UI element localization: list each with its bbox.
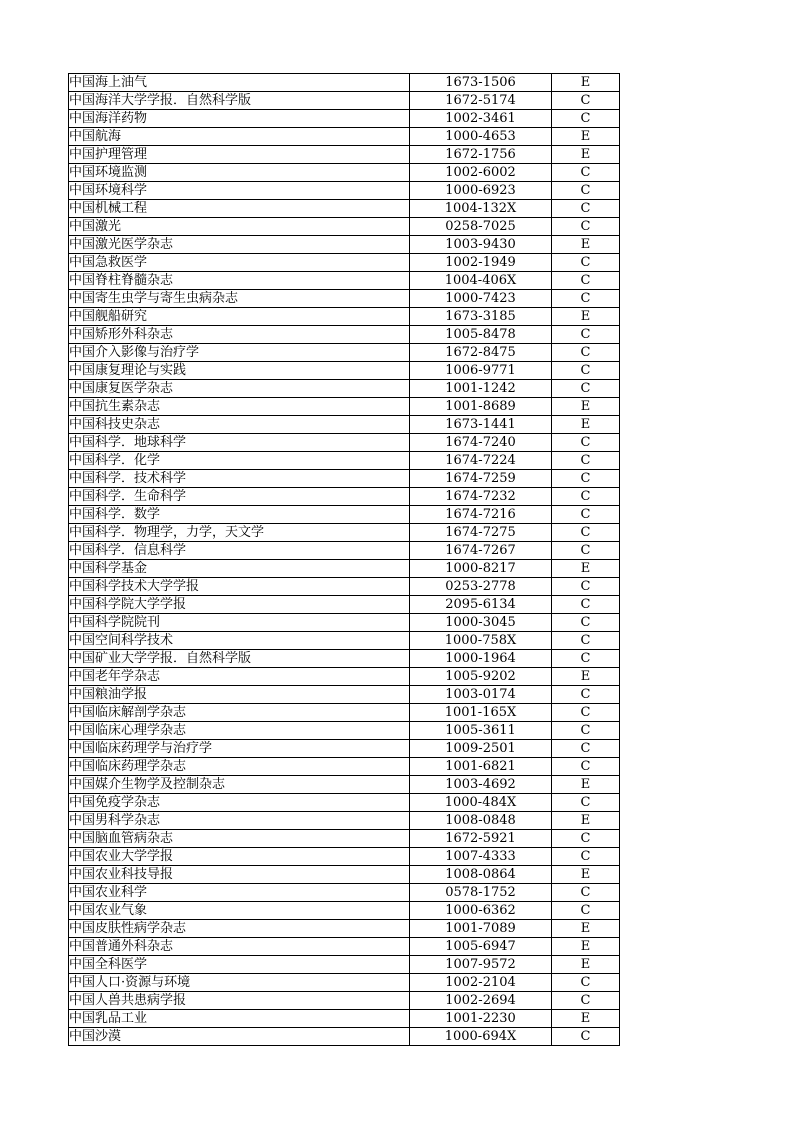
- table-row: [69, 740, 620, 758]
- table-row: [69, 794, 620, 812]
- issn-cell: 1672-1756: [410, 146, 552, 164]
- journal-name-cell: 中国普通外科杂志: [69, 938, 410, 956]
- table-row: [69, 650, 620, 668]
- issn-cell: 1674-7267: [410, 542, 552, 560]
- level-cell: C: [552, 542, 620, 560]
- issn-cell: 1000-7423: [410, 290, 552, 308]
- journal-name-cell: 中国科学．地球科学: [69, 434, 410, 452]
- issn-cell: 1001-1242: [410, 380, 552, 398]
- level-cell: C: [552, 992, 620, 1010]
- level-cell: C: [552, 974, 620, 992]
- journal-name-cell: 中国康复医学杂志: [69, 380, 410, 398]
- table-row: [69, 758, 620, 776]
- issn-cell: 1008-0864: [410, 866, 552, 884]
- issn-cell: 1674-7232: [410, 488, 552, 506]
- issn-cell: 1673-1441: [410, 416, 552, 434]
- issn-cell: 1672-5174: [410, 92, 552, 110]
- issn-cell: 0253-2778: [410, 578, 552, 596]
- journal-name-cell: 中国科学．技术科学: [69, 470, 410, 488]
- issn-cell: 1673-1506: [410, 74, 552, 92]
- level-cell: E: [552, 74, 620, 92]
- journal-name-cell: 中国免疫学杂志: [69, 794, 410, 812]
- table-row: [69, 506, 620, 524]
- issn-cell: 1003-9430: [410, 236, 552, 254]
- journal-name-cell: 中国舰船研究: [69, 308, 410, 326]
- level-cell: E: [552, 128, 620, 146]
- journal-name-cell: 中国临床药理学杂志: [69, 758, 410, 776]
- level-cell: E: [552, 416, 620, 434]
- level-cell: E: [552, 920, 620, 938]
- level-cell: C: [552, 434, 620, 452]
- table-row: [69, 1028, 620, 1046]
- level-cell: C: [552, 830, 620, 848]
- level-cell: E: [552, 560, 620, 578]
- journal-name-cell: 中国人兽共患病学报: [69, 992, 410, 1010]
- level-cell: C: [552, 704, 620, 722]
- level-cell: C: [552, 218, 620, 236]
- table-row: [69, 614, 620, 632]
- level-cell: C: [552, 650, 620, 668]
- level-cell: C: [552, 110, 620, 128]
- issn-cell: 1005-3611: [410, 722, 552, 740]
- table-row: [69, 1010, 620, 1028]
- level-cell: C: [552, 272, 620, 290]
- table-row: [69, 434, 620, 452]
- journal-name-cell: 中国海洋大学学报．自然科学版: [69, 92, 410, 110]
- journal-name-cell: 中国乳品工业: [69, 1010, 410, 1028]
- level-cell: E: [552, 776, 620, 794]
- issn-cell: 1007-4333: [410, 848, 552, 866]
- table-row: [69, 416, 620, 434]
- level-cell: C: [552, 362, 620, 380]
- table-row: [69, 290, 620, 308]
- journal-name-cell: 中国农业大学学报: [69, 848, 410, 866]
- table-row: [69, 956, 620, 974]
- issn-cell: 1673-3185: [410, 308, 552, 326]
- table-row: [69, 380, 620, 398]
- level-cell: C: [552, 182, 620, 200]
- table-row: [69, 182, 620, 200]
- level-cell: C: [552, 902, 620, 920]
- issn-cell: 1001-7089: [410, 920, 552, 938]
- journal-name-cell: 中国环境监测: [69, 164, 410, 182]
- level-cell: C: [552, 488, 620, 506]
- table-row: [69, 452, 620, 470]
- table-row: [69, 722, 620, 740]
- issn-cell: 1004-406X: [410, 272, 552, 290]
- journal-name-cell: 中国海洋药物: [69, 110, 410, 128]
- table-row: [69, 218, 620, 236]
- table-row: [69, 884, 620, 902]
- issn-cell: 1000-694X: [410, 1028, 552, 1046]
- issn-cell: 1002-3461: [410, 110, 552, 128]
- issn-cell: 1006-9771: [410, 362, 552, 380]
- issn-cell: 2095-6134: [410, 596, 552, 614]
- issn-cell: 1674-7240: [410, 434, 552, 452]
- issn-cell: 1009-2501: [410, 740, 552, 758]
- table-row: [69, 542, 620, 560]
- level-cell: E: [552, 812, 620, 830]
- journal-name-cell: 中国空间科学技术: [69, 632, 410, 650]
- table-row: [69, 272, 620, 290]
- journal-table: [68, 73, 620, 1046]
- issn-cell: 1672-5921: [410, 830, 552, 848]
- issn-cell: 1000-1964: [410, 650, 552, 668]
- table-row: [69, 830, 620, 848]
- journal-name-cell: 中国男科学杂志: [69, 812, 410, 830]
- issn-cell: 1002-1949: [410, 254, 552, 272]
- table-row: [69, 704, 620, 722]
- table-row: [69, 236, 620, 254]
- table-row: [69, 74, 620, 92]
- journal-name-cell: 中国沙漠: [69, 1028, 410, 1046]
- journal-name-cell: 中国科学．生命科学: [69, 488, 410, 506]
- journal-name-cell: 中国农业科技导报: [69, 866, 410, 884]
- journal-name-cell: 中国康复理论与实践: [69, 362, 410, 380]
- issn-cell: 1002-6002: [410, 164, 552, 182]
- level-cell: C: [552, 794, 620, 812]
- level-cell: C: [552, 290, 620, 308]
- journal-name-cell: 中国皮肤性病学杂志: [69, 920, 410, 938]
- journal-name-cell: 中国粮油学报: [69, 686, 410, 704]
- journal-name-cell: 中国全科医学: [69, 956, 410, 974]
- level-cell: C: [552, 200, 620, 218]
- journal-name-cell: 中国介入影像与治疗学: [69, 344, 410, 362]
- journal-name-cell: 中国科学基金: [69, 560, 410, 578]
- journal-name-cell: 中国矫形外科杂志: [69, 326, 410, 344]
- issn-cell: 1674-7275: [410, 524, 552, 542]
- issn-cell: 1672-8475: [410, 344, 552, 362]
- issn-cell: 1000-6923: [410, 182, 552, 200]
- issn-cell: 0258-7025: [410, 218, 552, 236]
- issn-cell: 1001-2230: [410, 1010, 552, 1028]
- table-row: [69, 848, 620, 866]
- table-row: [69, 686, 620, 704]
- level-cell: C: [552, 614, 620, 632]
- table-row: [69, 776, 620, 794]
- journal-name-cell: 中国人口·资源与环境: [69, 974, 410, 992]
- table-row: [69, 866, 620, 884]
- table-row: [69, 920, 620, 938]
- issn-cell: 1674-7259: [410, 470, 552, 488]
- level-cell: C: [552, 1028, 620, 1046]
- table-row: [69, 362, 620, 380]
- journal-name-cell: 中国抗生素杂志: [69, 398, 410, 416]
- table-row: [69, 344, 620, 362]
- issn-cell: 1000-8217: [410, 560, 552, 578]
- issn-cell: 1002-2104: [410, 974, 552, 992]
- level-cell: C: [552, 92, 620, 110]
- issn-cell: 1002-2694: [410, 992, 552, 1010]
- level-cell: E: [552, 866, 620, 884]
- journal-name-cell: 中国海上油气: [69, 74, 410, 92]
- issn-cell: 1674-7216: [410, 506, 552, 524]
- journal-name-cell: 中国护理管理: [69, 146, 410, 164]
- issn-cell: 1003-4692: [410, 776, 552, 794]
- level-cell: C: [552, 722, 620, 740]
- issn-cell: 1001-8689: [410, 398, 552, 416]
- level-cell: C: [552, 884, 620, 902]
- table-row: [69, 164, 620, 182]
- issn-cell: 1005-8478: [410, 326, 552, 344]
- journal-name-cell: 中国科学．数学: [69, 506, 410, 524]
- journal-name-cell: 中国临床心理学杂志: [69, 722, 410, 740]
- issn-cell: 1003-0174: [410, 686, 552, 704]
- issn-cell: 1000-4653: [410, 128, 552, 146]
- journal-name-cell: 中国急救医学: [69, 254, 410, 272]
- table-row: [69, 326, 620, 344]
- journal-table-body: [69, 74, 620, 1046]
- table-row: [69, 128, 620, 146]
- journal-name-cell: 中国农业科学: [69, 884, 410, 902]
- issn-cell: 1007-9572: [410, 956, 552, 974]
- issn-cell: 1008-0848: [410, 812, 552, 830]
- journal-sheet: [68, 73, 618, 1046]
- table-row: [69, 254, 620, 272]
- journal-name-cell: 中国激光医学杂志: [69, 236, 410, 254]
- table-row: [69, 560, 620, 578]
- level-cell: C: [552, 506, 620, 524]
- issn-cell: 1004-132X: [410, 200, 552, 218]
- journal-name-cell: 中国航海: [69, 128, 410, 146]
- level-cell: E: [552, 938, 620, 956]
- table-row: [69, 812, 620, 830]
- journal-name-cell: 中国激光: [69, 218, 410, 236]
- journal-name-cell: 中国科学．信息科学: [69, 542, 410, 560]
- journal-name-cell: 中国媒介生物学及控制杂志: [69, 776, 410, 794]
- level-cell: E: [552, 398, 620, 416]
- table-row: [69, 578, 620, 596]
- level-cell: C: [552, 380, 620, 398]
- table-row: [69, 200, 620, 218]
- journal-name-cell: 中国脊柱脊髓杂志: [69, 272, 410, 290]
- journal-name-cell: 中国科学院大学学报: [69, 596, 410, 614]
- table-row: [69, 470, 620, 488]
- issn-cell: 1000-3045: [410, 614, 552, 632]
- table-row: [69, 632, 620, 650]
- table-row: [69, 92, 620, 110]
- table-row: [69, 146, 620, 164]
- issn-cell: 1001-6821: [410, 758, 552, 776]
- table-row: [69, 398, 620, 416]
- journal-name-cell: 中国科学院院刊: [69, 614, 410, 632]
- journal-name-cell: 中国临床药理学与治疗学: [69, 740, 410, 758]
- level-cell: C: [552, 632, 620, 650]
- issn-cell: 1000-6362: [410, 902, 552, 920]
- level-cell: E: [552, 956, 620, 974]
- level-cell: E: [552, 1010, 620, 1028]
- issn-cell: 1005-6947: [410, 938, 552, 956]
- level-cell: C: [552, 344, 620, 362]
- table-row: [69, 668, 620, 686]
- table-row: [69, 524, 620, 542]
- level-cell: C: [552, 254, 620, 272]
- journal-name-cell: 中国科学．物理学，力学，天文学: [69, 524, 410, 542]
- table-row: [69, 992, 620, 1010]
- journal-name-cell: 中国科技史杂志: [69, 416, 410, 434]
- journal-name-cell: 中国脑血管病杂志: [69, 830, 410, 848]
- issn-cell: 0578-1752: [410, 884, 552, 902]
- journal-name-cell: 中国矿业大学学报．自然科学版: [69, 650, 410, 668]
- issn-cell: 1005-9202: [410, 668, 552, 686]
- level-cell: C: [552, 578, 620, 596]
- issn-cell: 1000-484X: [410, 794, 552, 812]
- issn-cell: 1001-165X: [410, 704, 552, 722]
- journal-name-cell: 中国临床解剖学杂志: [69, 704, 410, 722]
- level-cell: C: [552, 164, 620, 182]
- table-row: [69, 902, 620, 920]
- journal-name-cell: 中国机械工程: [69, 200, 410, 218]
- level-cell: E: [552, 146, 620, 164]
- table-row: [69, 938, 620, 956]
- table-row: [69, 974, 620, 992]
- level-cell: C: [552, 596, 620, 614]
- level-cell: C: [552, 686, 620, 704]
- level-cell: C: [552, 740, 620, 758]
- level-cell: E: [552, 236, 620, 254]
- table-row: [69, 110, 620, 128]
- journal-name-cell: 中国老年学杂志: [69, 668, 410, 686]
- level-cell: E: [552, 308, 620, 326]
- journal-name-cell: 中国农业气象: [69, 902, 410, 920]
- level-cell: C: [552, 758, 620, 776]
- level-cell: C: [552, 452, 620, 470]
- level-cell: C: [552, 326, 620, 344]
- journal-name-cell: 中国科学技术大学学报: [69, 578, 410, 596]
- journal-name-cell: 中国环境科学: [69, 182, 410, 200]
- level-cell: C: [552, 848, 620, 866]
- table-row: [69, 308, 620, 326]
- journal-name-cell: 中国科学．化学: [69, 452, 410, 470]
- journal-name-cell: 中国寄生虫学与寄生虫病杂志: [69, 290, 410, 308]
- issn-cell: 1674-7224: [410, 452, 552, 470]
- level-cell: C: [552, 470, 620, 488]
- level-cell: E: [552, 668, 620, 686]
- level-cell: C: [552, 524, 620, 542]
- issn-cell: 1000-758X: [410, 632, 552, 650]
- table-row: [69, 488, 620, 506]
- table-row: [69, 596, 620, 614]
